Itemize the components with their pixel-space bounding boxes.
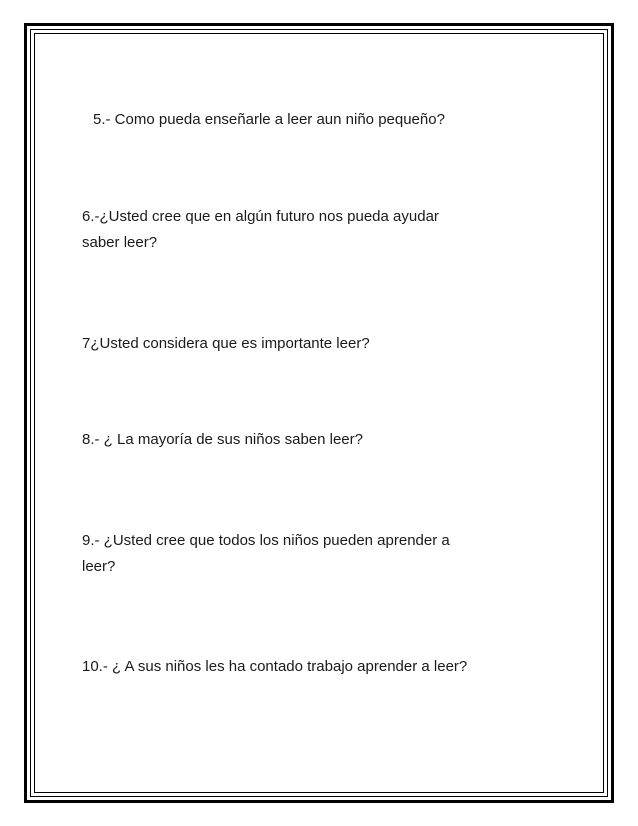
question-8 <box>82 427 363 453</box>
question-7 <box>82 331 370 357</box>
question-line: 8.- ¿ La mayoría de sus niños saben leer? <box>82 431 363 448</box>
question-9 <box>82 528 450 580</box>
question-line: leer? <box>82 558 116 575</box>
question-line: 7¿Usted considera que es importante leer? <box>82 335 370 352</box>
question-line: 6.-¿Usted cree que en algún futuro nos pueda ayudar <box>82 208 439 225</box>
question-line: 10.- ¿ A sus niños les ha contado trabajo aprender a leer? <box>82 658 468 675</box>
question-line: 9.- ¿Usted cree que todos los niños pueden aprender a <box>82 532 450 549</box>
question-10 <box>82 654 467 680</box>
question-line: saber leer? <box>82 234 158 251</box>
question-5 <box>93 107 445 133</box>
question-6 <box>82 204 439 256</box>
question-line: 5.- Como pueda enseñarle a leer aun niño pequeño? <box>93 111 445 128</box>
